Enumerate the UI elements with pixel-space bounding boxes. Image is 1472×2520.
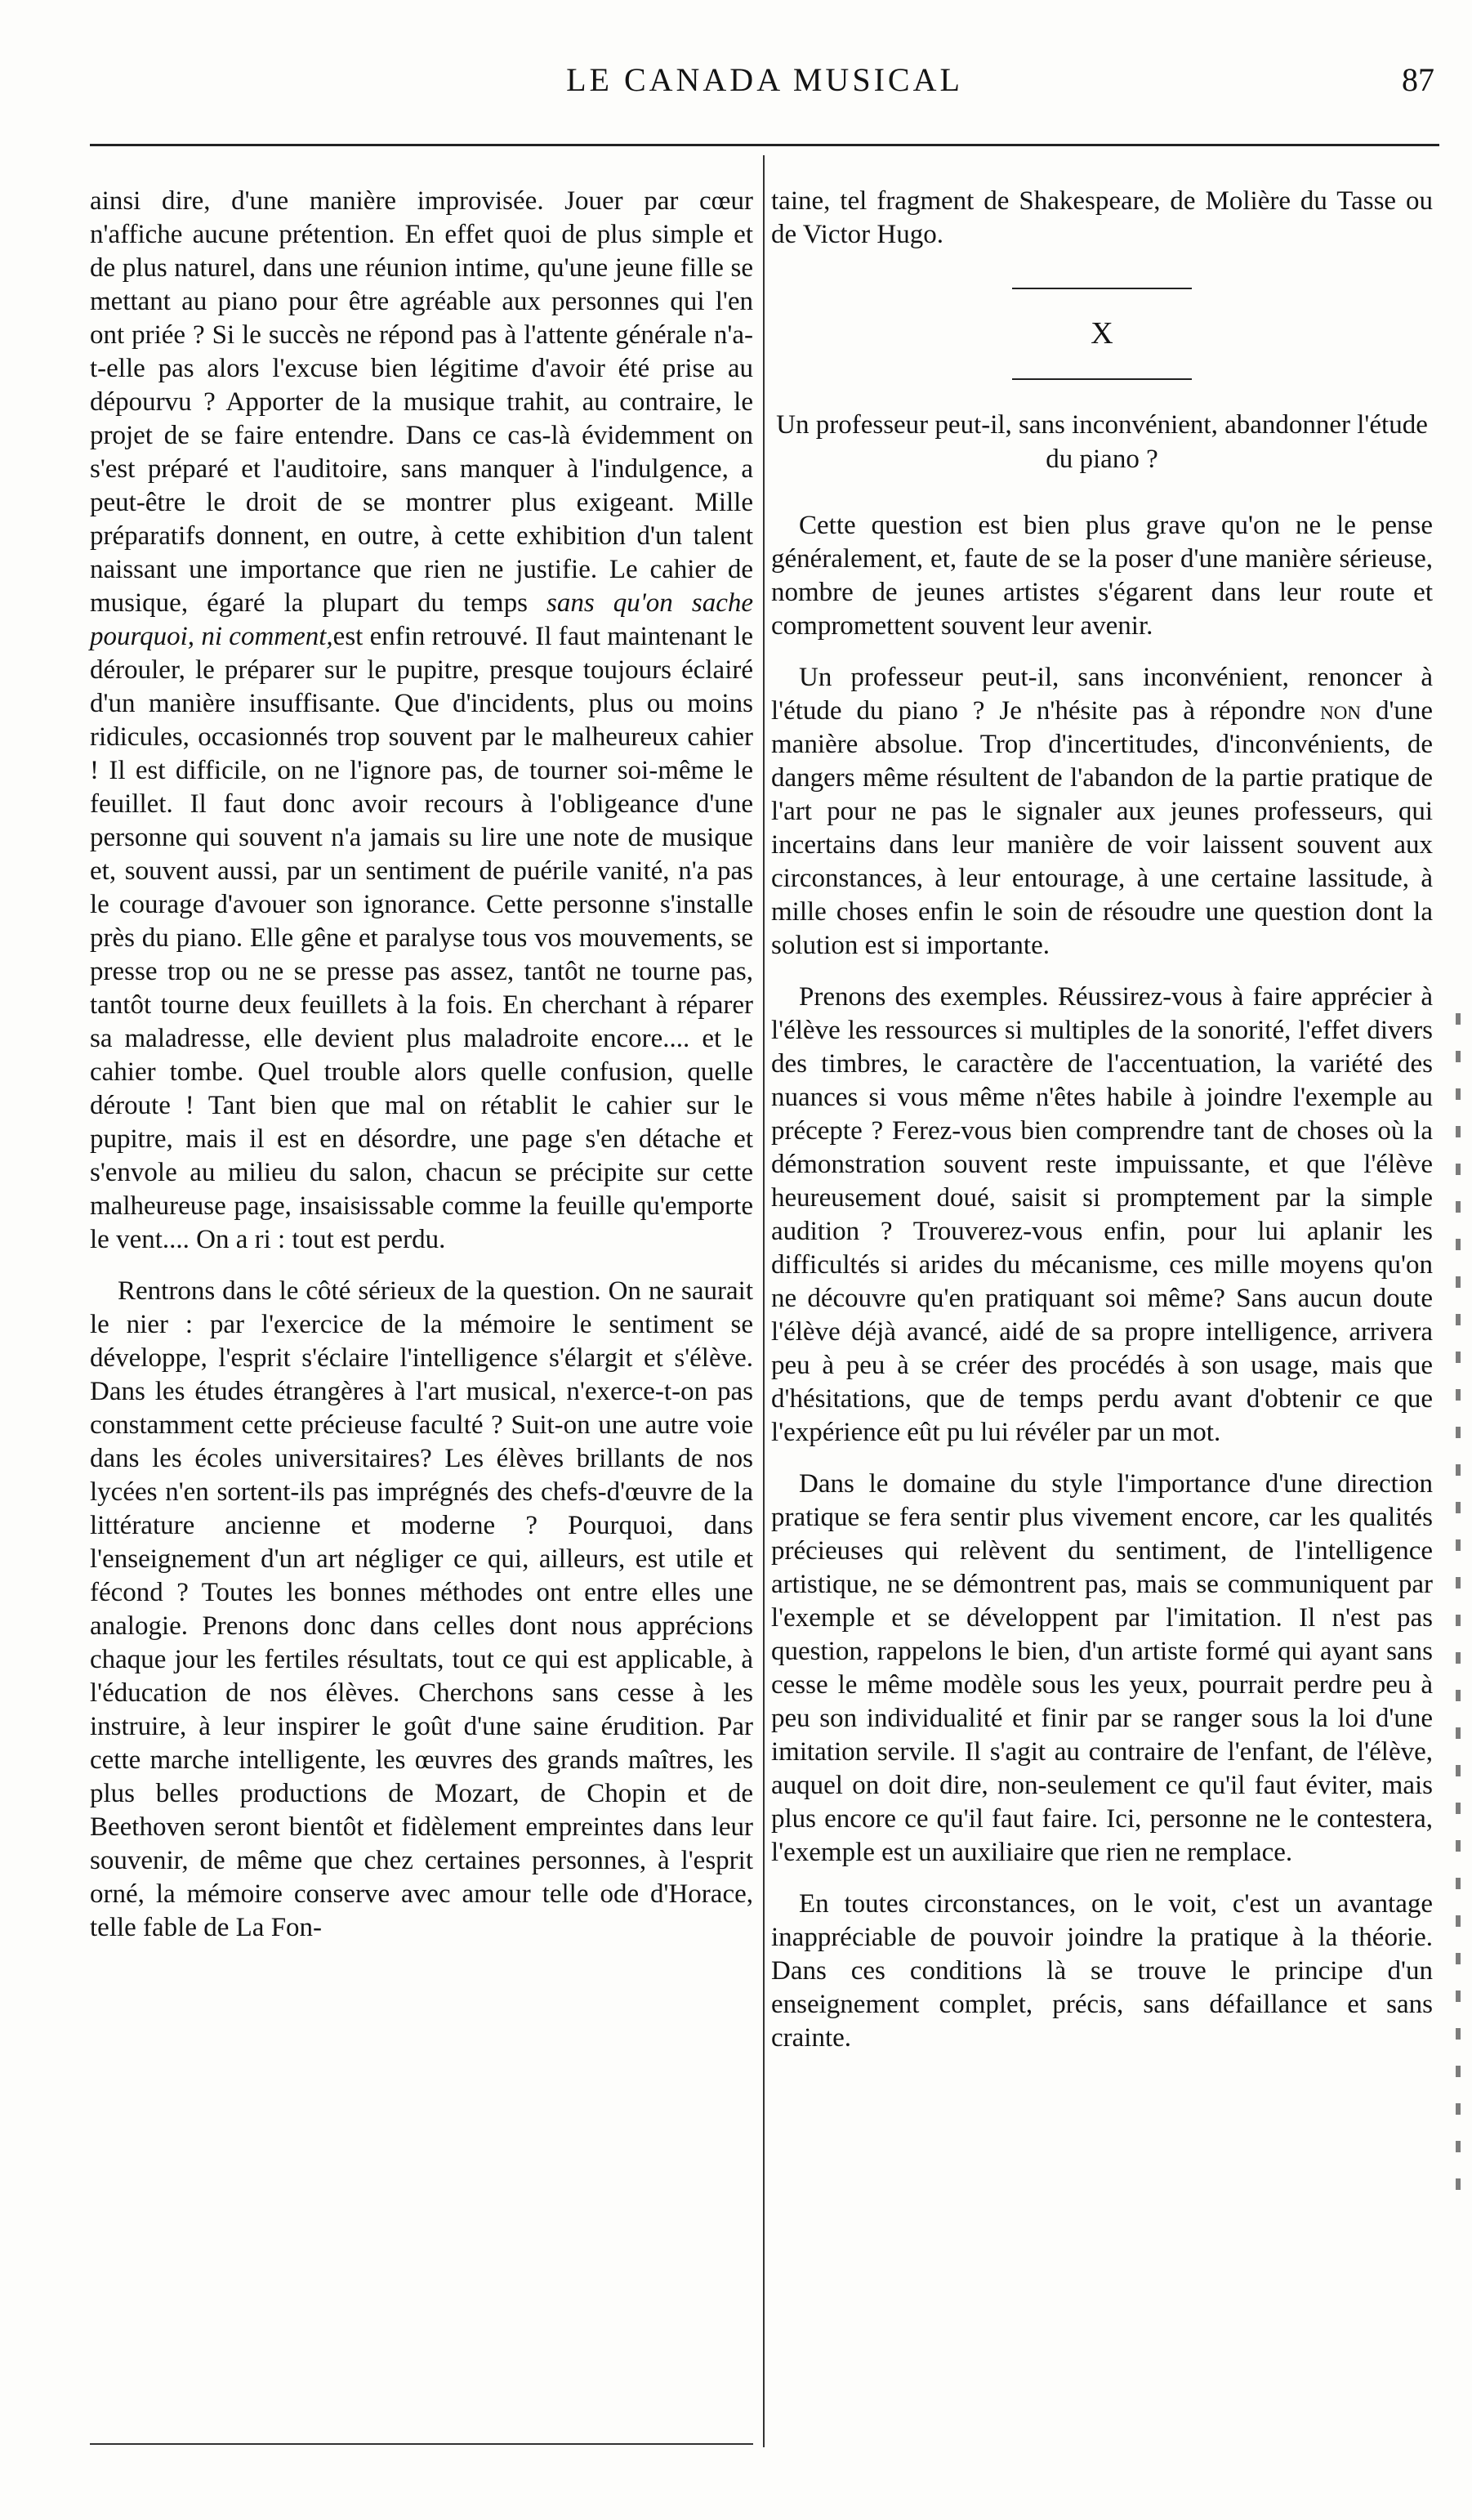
right-paragraph-2	[771, 661, 1433, 963]
running-title: LE CANADA MUSICAL	[566, 61, 963, 98]
left-paragraph-2: Rentrons dans le côté sérieux de la question. On ne saurait le nier : par l'exercice de la mémoire le sentiment se développe, l'esprit s'éclaire l'intelligence s'élargit et s'élève. Dans les études étrangères à l'art musical, n'exerce-t-on pas constamment cette précieuse faculté ? Suit-on une autre voie dans les écoles universitaires? Les élèves brillants de nos lycées n'en sortent-ils pas imprégnés des chefs-d'œuvre de la littérature ancienne et moderne ? Pourquoi, dans l'enseignement d'un art négliger ce qui, ailleurs, est utile et fécond ? Toutes les bonnes méthodes ont entre elles une analogie. Prenons donc dans celles dont nous apprécions chaque jour les fertiles résultats, tout ce qui est applicable, à l'éducation de nos élèves. Cherchons sans cesse à les instruire, à leur inspirer le goût d'une saine érudition. Par cette marche intelligente, les œuvres des grands maîtres, les plus belles productions de Mozart, de Chopin et de Beethoven seront bientôt et fidèlement empreintes dans leur souvenir, de même que chez certaines personnes, à l'esprit orné, la mémoire conserve avec amour telle ode d'Horace, telle fable de La Fon-	[90, 1276, 753, 1942]
page-header	[90, 60, 1439, 118]
right-paragraph-2-end: qui incertains dans leur manière de voir laissent souvent aux circonstances, à leur entourage, à une certaine lassitude, à mille choses enfin le soin de résoudre une question dont la solution est si importante.	[771, 797, 1434, 960]
column-divider	[763, 155, 765, 2447]
right-continuation: taine, tel fragment de Shakespeare, de Molière du Tasse ou de Victor Hugo.	[771, 186, 1433, 249]
right-paragraph-3: Prenons des exemples. Réussirez-vous à faire apprécier à l'élève les ressources si multiples de la sonorité, l'effet divers des timbres, le caractère de l'accentuation, la variété des nuances si vous même n'êtes habile à joindre l'exemple au précepte ? Ferez-vous bien comprendre tant de choses où la démonstration souvent reste impuissante, et que l'élève heureusement doué, saisit si promptement par la simple audition ? Trouverez-vous enfin, pour lui aplanir les difficultés si arides du mécanisme, ces mille moyens qu'on ne découvre qu'en pratiquant soi même? Sans aucun doute l'élève déjà avancé, aidé de sa propre intelligence, arrivera peu à peu à se créer des procédés à son usage, mais que d'hésitations, que de temps perdu avant d'obtenir ce que l'expérience eût pu lui révéler par un mot.	[771, 982, 1433, 1447]
header-rule	[90, 144, 1439, 146]
section-rule-top	[1012, 288, 1192, 289]
left-paragraph-1	[90, 185, 753, 1257]
right-paragraph-5: En toutes circonstances, on le voit, c'est un avantage inappréciable de pouvoir joindre la pratique à la théorie. Dans ces conditions là se trouve le principe d'un enseignement complet, précis, sans défaillance et sans crainte.	[771, 1889, 1433, 2053]
page-number: 87	[1402, 61, 1434, 98]
margin-scan-marks	[1456, 1013, 1461, 2190]
left-column	[90, 185, 753, 1963]
bottom-rule	[90, 2443, 753, 2445]
section-question: Un professeur peut-il, sans inconvénient, abandonner l'étude du piano ?	[776, 410, 1428, 474]
section-number: X	[1091, 316, 1113, 351]
right-paragraph-2-mid: d'une manière absolue. Trop d'incertitudes, d'inconvénients, de dangers même résultent de l'abandon de la partie pratique de l'art pour ne pas le signaler aux jeunes professeurs,	[771, 696, 1434, 826]
right-paragraph-4: Dans le domaine du style l'importance d'une direction pratique se fera sentir plus vivement encore, car les qualités précieuses qui relèvent du sentiment, de l'intelligence artistique, ne se démontrent pas, mais se communiquent par l'exemple et se développent par l'imitation. Il n'est pas question, rappelons le bien, d'un artiste formé qui ayant sans cesse le même modèle sous les yeux, pourrait perdre peu à peu son individualité et finir par se ranger sous la loi d'une imitation servile. Il s'agit au contraire de l'enfant, de l'élève, auquel on doit dire, non-seulement ce qu'il faut éviter, mais plus encore ce qu'il faut faire. Ici, personne ne le contestera, l'exemple est un auxiliaire que rien ne remplace.	[771, 1469, 1433, 1867]
section-rule-bottom	[1012, 378, 1192, 380]
right-column	[771, 185, 1433, 2073]
right-paragraph-2-smallcaps: non	[1320, 696, 1361, 726]
left-paragraph-1-end: est enfin retrouvé. Il faut maintenant le dérouler, le préparer sur le pupitre, presque toujours éclairé d'un manière insuffisante. Que d'incidents, plus ou moins ridicules, occasionnés trop souvent par le malheureux cahier ! Il est difficile, on ne l'ignore pas, de tourner soi-même le feuillet. Il faut donc avoir recours à l'obligeance d'une personne qui souvent n'a jamais su lire une note de musique et, souvent aussi, par un sentiment de puérile vanité, n'a pas le courage d'avouer son ignorance. Cette personne s'installe près du piano. Elle gêne et paralyse tous vos mouvements, se presse trop ou ne se presse pas assez, tantôt ne tourne pas, tantôt tourne deux feuillets à la fois. En cherchant à réparer sa maladresse, elle devient plus maladroite encore.... et le cahier tombe. Quel trouble alors quelle confusion, quelle déroute ! Tant bien que mal on rétablit le cahier sur le pupitre, mais il est en désordre, une page s'en détache et s'envole au milieu du salon, chacun se précipite sur cette malheureuse page, insaisissable comme la feuille qu'emporte le vent.... On a ri : tout est perdu.	[90, 622, 753, 1254]
left-paragraph-1-italic: sans qu'on sache pourquoi, ni comment,	[90, 588, 753, 651]
left-paragraph-1-text: ainsi dire, d'une manière improvisée. Jouer par cœur n'affiche aucune prétention. En effet quoi de plus simple et de plus naturel, dans une réunion intime, qu'une jeune fille se mettant au piano pour être agréable aux personnes qui l'en ont priée ? Si le succès ne répond pas à l'attente générale n'a-t-elle pas alors l'excuse bien légitime d'avoir été prise au dépourvu ? Apporter de la musique trahit, au contraire, le projet de se faire entendre. Dans ce cas-là évidemment on s'est préparé et l'auditoire, sans manquer à l'indulgence, a peut-être le droit de se montrer plus exigeant. Mille préparatifs donnent, en outre, à cette exhibition d'un talent naissant une importance que rien ne justifie. Le cahier de musique, égaré la plupart du temps	[90, 186, 753, 618]
right-paragraph-1: Cette question est bien plus grave qu'on ne le pense généralement, et, faute de se la poser d'une manière sérieuse, nombre de jeunes artistes s'égarent dans leur route et compromettent souvent leur avenir.	[771, 511, 1433, 641]
right-paragraph-2-start: Un professeur peut-il, sans inconvénient, renoncer à l'étude du piano ? Je n'hésite pas à répondre	[771, 663, 1433, 726]
